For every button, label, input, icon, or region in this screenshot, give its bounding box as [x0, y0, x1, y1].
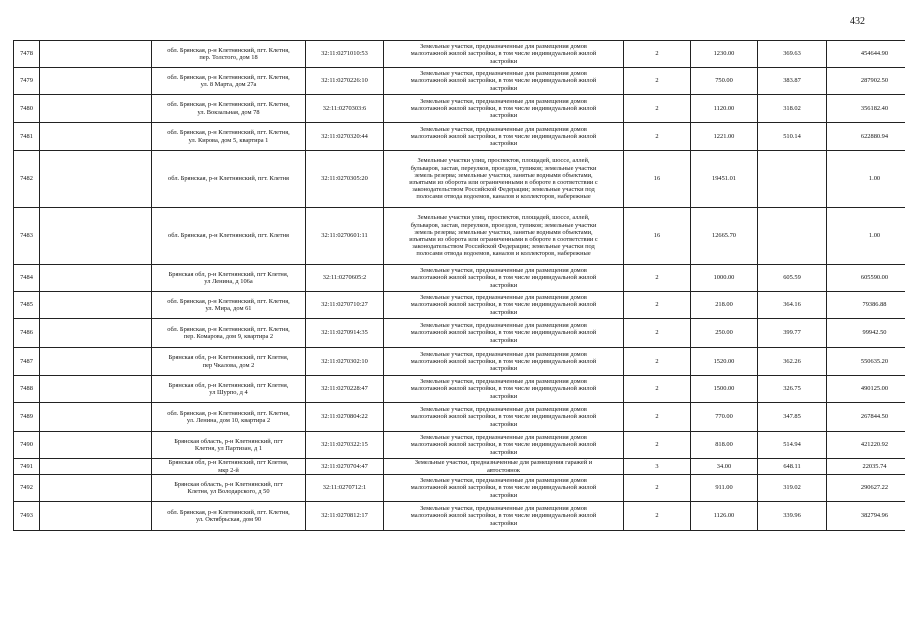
cadastral-value-cell: [827, 403, 905, 432]
address-cell-text: Брянская обл, р-н Клетнянский, пгт Клетня, пер Чкалова, дом 2: [168, 354, 289, 369]
category-code-cell-text: 16: [653, 232, 661, 240]
land-use-cell-text: Земельные участки, предназначенные для размещения домов малоэтажной жилой застройки, в том числе индивидуальной жилой застройки: [410, 43, 597, 65]
cadastral-number-cell-text: 32:11:0270322:15: [321, 441, 368, 449]
specific-value-cell: [758, 95, 827, 123]
category-code-cell: [624, 475, 691, 502]
table-row: [14, 123, 905, 151]
row-gap: [40, 502, 152, 531]
area-cell-text: 750.00: [715, 77, 733, 85]
specific-value-cell-text: 514.94: [783, 441, 801, 449]
category-code-cell-text: 16: [653, 175, 661, 183]
cadastral-number-cell-text: 32:11:0270605:2: [322, 274, 367, 282]
cadastral-value-cell: [827, 265, 905, 292]
cadastral-value-cell-text: 356182.40: [860, 104, 889, 112]
table-row: [14, 68, 905, 95]
address-cell: [152, 265, 306, 292]
row-gap: [40, 319, 152, 348]
specific-value-cell: [758, 151, 827, 208]
category-code-cell: [624, 319, 691, 348]
category-code-cell-text: 2: [655, 50, 659, 58]
area-cell: [691, 403, 758, 432]
row-gap: [40, 292, 152, 319]
cadastral-value-cell: [827, 459, 905, 475]
area-cell-text: 1230.00: [713, 50, 735, 58]
area-cell: [691, 348, 758, 376]
record-number: [14, 123, 40, 151]
record-number: [14, 432, 40, 459]
page-number: 432: [850, 16, 865, 27]
land-use-cell: [384, 95, 624, 123]
address-cell-text: обл. Брянская, р-н Клетнянский, пгт. Клетня, ул. Ленина, дом 10, квартира 2: [167, 409, 290, 424]
category-code-cell: [624, 292, 691, 319]
land-use-cell: [384, 502, 624, 531]
address-cell: [152, 68, 306, 95]
area-cell-text: 1520.00: [713, 357, 735, 365]
land-use-cell: [384, 41, 624, 68]
land-use-cell-text: Земельные участки, предназначенные для размещения домов малоэтажной жилой застройки, в том числе индивидуальной жилой застройки: [410, 505, 597, 527]
area-cell-text: 1500.00: [713, 385, 735, 393]
land-use-cell-text: Земельные участки, предназначенные для размещения домов малоэтажной жилой застройки, в том числе индивидуальной жилой застройки: [410, 125, 597, 148]
address-cell-text: обл. Брянская, р-н Клетнянский, пгт. Клетня: [168, 175, 289, 183]
record-number-text: 7489: [20, 413, 33, 421]
land-use-cell: [384, 123, 624, 151]
category-code-cell: [624, 68, 691, 95]
address-cell-text: Брянская обл, р-н Клетнянский, пгт Клетня, ул Ленина, д 106а: [168, 270, 289, 285]
specific-value-cell-text: 362.26: [783, 357, 801, 365]
area-cell: [691, 265, 758, 292]
cadastral-value-cell: [827, 41, 905, 68]
row-gap: [40, 348, 152, 376]
table-row: [14, 151, 905, 208]
row-gap: [40, 95, 152, 123]
area-cell: [691, 95, 758, 123]
category-code-cell-text: 2: [655, 385, 659, 393]
area-cell: [691, 208, 758, 265]
land-use-cell: [384, 348, 624, 376]
cadastral-number-cell-text: 32:11:0270305:20: [321, 175, 368, 183]
area-cell-text: 1221.00: [713, 132, 735, 140]
address-cell-text: Брянская обл, р-н Клетнянский, пгт Клетня, ул Шурпо, д 4: [168, 381, 289, 396]
specific-value-cell-text: 364.16: [783, 301, 801, 309]
area-cell-text: 218.00: [715, 301, 733, 309]
specific-value-cell: [758, 475, 827, 502]
address-cell: [152, 403, 306, 432]
cadastral-value-cell-text: 382794.96: [860, 512, 889, 520]
category-code-cell: [624, 265, 691, 292]
table-row: [14, 292, 905, 319]
cadastral-value-cell-text: 622880.94: [860, 132, 889, 140]
area-cell: [691, 475, 758, 502]
specific-value-cell-text: 339.96: [783, 512, 801, 520]
category-code-cell-text: 2: [655, 512, 659, 520]
cadastral-value-cell: [827, 151, 905, 208]
specific-value-cell: [758, 292, 827, 319]
land-use-cell: [384, 376, 624, 403]
cadastral-number-cell: [306, 475, 384, 502]
cadastral-value-table: [13, 40, 905, 531]
cadastral-value-cell-text: 287902.50: [860, 77, 889, 85]
record-number-text: 7481: [20, 132, 33, 140]
category-code-cell: [624, 41, 691, 68]
land-use-cell: [384, 151, 624, 208]
record-number: [14, 95, 40, 123]
specific-value-cell: [758, 502, 827, 531]
area-cell: [691, 459, 758, 475]
area-cell-text: 818.00: [715, 441, 733, 449]
area-cell: [691, 292, 758, 319]
table-row: [14, 348, 905, 376]
land-use-cell: [384, 292, 624, 319]
specific-value-cell-text: 347.85: [783, 413, 801, 421]
address-cell-text: обл. Брянская, р-н Клетнянский, пгт. Клетня, ул. Вокзальная, дом 78: [167, 101, 290, 116]
cadastral-value-cell-text: 605590.00: [860, 274, 889, 282]
cadastral-value-cell: [827, 502, 905, 531]
record-number-text: 7484: [20, 274, 33, 282]
table-row: [14, 403, 905, 432]
record-number: [14, 151, 40, 208]
cadastral-number-cell: [306, 41, 384, 68]
record-number-text: 7483: [20, 232, 33, 240]
row-gap: [40, 265, 152, 292]
land-use-cell-text: Земельные участки, предназначенные для размещения домов малоэтажной жилой застройки, в том числе индивидуальной жилой застройки: [410, 350, 597, 373]
land-use-cell: [384, 68, 624, 95]
cadastral-number-cell: [306, 376, 384, 403]
area-cell: [691, 502, 758, 531]
table-row: [14, 41, 905, 68]
row-gap: [40, 403, 152, 432]
address-cell: [152, 475, 306, 502]
category-code-cell-text: 2: [655, 104, 659, 112]
address-cell: [152, 41, 306, 68]
cadastral-number-cell: [306, 151, 384, 208]
record-number: [14, 459, 40, 475]
cadastral-value-cell-text: 267844.50: [860, 413, 889, 421]
row-gap: [40, 123, 152, 151]
record-number: [14, 502, 40, 531]
category-code-cell-text: 2: [655, 413, 659, 421]
specific-value-cell: [758, 41, 827, 68]
record-number: [14, 319, 40, 348]
record-number-text: 7488: [20, 385, 33, 393]
record-number-text: 7491: [20, 462, 33, 470]
cadastral-value-cell: [827, 475, 905, 502]
specific-value-cell: [758, 432, 827, 459]
cadastral-value-cell: [827, 376, 905, 403]
land-use-cell-text: Земельные участки, предназначенные для размещения гаражей и автостоянок: [414, 459, 593, 474]
cadastral-number-cell-text: 32:11:0270320:44: [321, 132, 368, 140]
cadastral-number-cell: [306, 208, 384, 265]
category-code-cell: [624, 502, 691, 531]
cadastral-number-cell-text: 32:11:0270914:35: [321, 329, 368, 337]
table-row: [14, 432, 905, 459]
address-cell-text: обл. Брянская, р-н Клетнянский, пгт. Клетня: [168, 232, 289, 240]
cadastral-number-cell: [306, 265, 384, 292]
cadastral-number-cell: [306, 403, 384, 432]
cadastral-value-cell-text: 99942.50: [862, 329, 887, 337]
cadastral-number-cell: [306, 348, 384, 376]
specific-value-cell-text: 326.75: [783, 385, 801, 393]
specific-value-cell: [758, 376, 827, 403]
record-number-text: 7487: [20, 357, 33, 365]
address-cell: [152, 95, 306, 123]
cadastral-number-cell: [306, 95, 384, 123]
specific-value-cell-text: 605.59: [783, 274, 801, 282]
specific-value-cell-text: 369.63: [783, 50, 801, 58]
area-cell-text: 12665.70: [712, 232, 736, 240]
address-cell: [152, 319, 306, 348]
address-cell: [152, 432, 306, 459]
cadastral-value-cell-text: 1.00: [868, 232, 881, 240]
land-use-cell-text: Земельные участки, предназначенные для размещения домов малоэтажной жилой застройки, в том числе индивидуальной жилой застройки: [410, 378, 597, 400]
category-code-cell: [624, 459, 691, 475]
specific-value-cell: [758, 459, 827, 475]
category-code-cell: [624, 95, 691, 123]
category-code-cell: [624, 432, 691, 459]
cadastral-number-cell-text: 32:11:0270812:17: [321, 512, 368, 520]
specific-value-cell: [758, 208, 827, 265]
record-number-text: 7485: [20, 301, 33, 309]
record-number-text: 7490: [20, 441, 33, 449]
area-cell-text: 1120.00: [713, 104, 735, 112]
row-gap: [40, 41, 152, 68]
land-use-cell: [384, 265, 624, 292]
land-use-cell-text: Земельные участки, предназначенные для размещения домов малоэтажной жилой застройки, в том числе индивидуальной жилой застройки: [410, 477, 597, 499]
cadastral-number-cell-text: 32:11:0270712:1: [322, 484, 367, 492]
address-cell-text: обл. Брянская, р-н Клетнянский, пгт. Клетня, ул. Октябрьская, дом 90: [167, 508, 290, 523]
specific-value-cell: [758, 68, 827, 95]
category-code-cell-text: 2: [655, 484, 659, 492]
address-cell-text: обл. Брянская, р-н Клетнянский, пгт. Клетня, ул. 8 Марта, дом 27а: [167, 73, 290, 88]
cadastral-number-cell: [306, 432, 384, 459]
cadastral-number-cell: [306, 292, 384, 319]
land-use-cell-text: Земельные участки улиц, проспектов, площадей, шоссе, аллей, бульваров, застав, переулков, проездов, тупиков; земельные участки земель резерва; земельные участки, занятые водными объектами, изъятыми из оборота или ограниченными в обороте в соответствии с законодательством Российской Федерации; земельные участки под полосами отвода водоемов, каналов и коллекторов, набережные: [409, 157, 598, 201]
record-number: [14, 348, 40, 376]
specific-value-cell-text: 318.02: [783, 104, 801, 112]
cadastral-value-cell-text: 454644.90: [860, 50, 889, 58]
cadastral-number-cell-text: 32:11:0270228:47: [321, 385, 368, 393]
cadastral-value-cell-text: 22035.74: [862, 462, 887, 470]
cadastral-number-cell-text: 32:11:0270704:47: [321, 462, 368, 470]
land-use-cell-text: Земельные участки, предназначенные для размещения домов малоэтажной жилой застройки, в том числе индивидуальной жилой застройки: [410, 434, 597, 456]
table-row: [14, 319, 905, 348]
record-number: [14, 376, 40, 403]
record-number-text: 7479: [20, 77, 33, 85]
land-use-cell: [384, 319, 624, 348]
cadastral-value-cell-text: 290627.22: [860, 484, 889, 492]
address-cell: [152, 151, 306, 208]
table-body: [14, 41, 905, 531]
area-cell-text: 250.00: [715, 329, 733, 337]
table-row: [14, 459, 905, 475]
address-cell: [152, 348, 306, 376]
record-number-text: 7482: [20, 175, 33, 183]
address-cell-text: обл. Брянская, р-н Клетнянский, пгт. Клетня, пер. Толстого, дом 18: [167, 46, 290, 61]
cadastral-value-cell: [827, 208, 905, 265]
specific-value-cell-text: 383.87: [783, 77, 801, 85]
cadastral-number-cell-text: 32:11:0270710:27: [321, 301, 368, 309]
address-cell-text: Брянская обл, р-н Клетнянский, пгт Клетня, мкр 2-й: [168, 459, 289, 474]
land-use-cell: [384, 403, 624, 432]
area-cell: [691, 68, 758, 95]
category-code-cell: [624, 151, 691, 208]
cadastral-number-cell: [306, 123, 384, 151]
area-cell: [691, 123, 758, 151]
cadastral-number-cell: [306, 319, 384, 348]
record-number: [14, 208, 40, 265]
table-row: [14, 95, 905, 123]
land-use-cell: [384, 475, 624, 502]
cadastral-number-cell-text: 32:11:0271010:53: [321, 50, 368, 58]
cadastral-value-cell-text: 550635.20: [860, 357, 889, 365]
cadastral-value-cell-text: 79386.88: [862, 301, 887, 309]
category-code-cell-text: 2: [655, 441, 659, 449]
category-code-cell: [624, 348, 691, 376]
land-use-cell: [384, 432, 624, 459]
category-code-cell: [624, 123, 691, 151]
specific-value-cell: [758, 265, 827, 292]
record-number: [14, 265, 40, 292]
record-number-text: 7486: [20, 329, 33, 337]
land-use-cell-text: Земельные участки, предназначенные для размещения домов малоэтажной жилой застройки, в том числе индивидуальной жилой застройки: [410, 97, 597, 120]
area-cell: [691, 319, 758, 348]
category-code-cell-text: 3: [655, 462, 659, 470]
land-use-cell-text: Земельные участки, предназначенные для размещения домов малоэтажной жилой застройки, в том числе индивидуальной жилой застройки: [410, 70, 597, 92]
table-row: [14, 376, 905, 403]
specific-value-cell: [758, 319, 827, 348]
land-use-cell: [384, 459, 624, 475]
address-cell: [152, 208, 306, 265]
record-number: [14, 403, 40, 432]
record-number: [14, 475, 40, 502]
record-number-text: 7480: [20, 104, 33, 112]
table-row: [14, 502, 905, 531]
cadastral-number-cell-text: 32:11:0270302:10: [321, 357, 368, 365]
specific-value-cell-text: 399.77: [783, 329, 801, 337]
table-row: [14, 208, 905, 265]
address-cell-text: обл. Брянская, р-н Клетнянский, пгт. Клетня, пер. Комарова, дом 9, квартира 2: [167, 325, 290, 340]
specific-value-cell: [758, 348, 827, 376]
record-number-text: 7478: [20, 50, 33, 58]
area-cell-text: 1126.00: [713, 512, 735, 520]
area-cell: [691, 151, 758, 208]
cadastral-number-cell-text: 32:11:0270303:6: [322, 104, 367, 112]
cadastral-number-cell: [306, 459, 384, 475]
cadastral-value-cell-text: 490125.00: [860, 385, 889, 393]
cadastral-value-cell: [827, 68, 905, 95]
record-number: [14, 292, 40, 319]
category-code-cell-text: 2: [655, 274, 659, 282]
address-cell-text: Брянская область, р-н Клетнянский, пгт Клетня, ул Партизан, д 1: [174, 437, 283, 452]
category-code-cell: [624, 208, 691, 265]
cadastral-number-cell: [306, 68, 384, 95]
category-code-cell-text: 2: [655, 77, 659, 85]
category-code-cell-text: 2: [655, 357, 659, 365]
land-use-cell-text: Земельные участки, предназначенные для размещения домов малоэтажной жилой застройки, в том числе индивидуальной жилой застройки: [410, 294, 597, 316]
specific-value-cell: [758, 403, 827, 432]
area-cell: [691, 376, 758, 403]
area-cell-text: 34.00: [716, 462, 732, 470]
cadastral-value-cell: [827, 432, 905, 459]
record-number-text: 7492: [20, 484, 33, 492]
specific-value-cell-text: 510.14: [783, 132, 801, 140]
land-use-cell-text: Земельные участки, предназначенные для размещения домов малоэтажной жилой застройки, в том числе индивидуальной жилой застройки: [410, 406, 597, 428]
category-code-cell-text: 2: [655, 301, 659, 309]
record-number: [14, 41, 40, 68]
cadastral-value-cell: [827, 292, 905, 319]
address-cell-text: обл. Брянская, р-н Клетнянский, пгт. Клетня, ул. Кирова, дом 5, квартира 1: [167, 129, 290, 144]
category-code-cell-text: 2: [655, 329, 659, 337]
cadastral-value-cell-text: 1.00: [868, 175, 881, 183]
row-gap: [40, 432, 152, 459]
category-code-cell-text: 2: [655, 132, 659, 140]
address-cell: [152, 502, 306, 531]
cadastral-value-cell-text: 421220.92: [860, 441, 889, 449]
address-cell: [152, 459, 306, 475]
cadastral-number-cell-text: 32:11:0270804:22: [321, 413, 368, 421]
row-gap: [40, 459, 152, 475]
table-row: [14, 475, 905, 502]
row-gap: [40, 475, 152, 502]
record-number: [14, 68, 40, 95]
cadastral-value-cell: [827, 95, 905, 123]
cadastral-number-cell: [306, 502, 384, 531]
area-cell-text: 911.00: [715, 484, 733, 492]
address-cell: [152, 376, 306, 403]
row-gap: [40, 151, 152, 208]
specific-value-cell-text: 319.02: [783, 484, 801, 492]
land-use-cell-text: Земельные участки, предназначенные для размещения домов малоэтажной жилой застройки, в том числе индивидуальной жилой застройки: [410, 322, 597, 344]
cadastral-number-cell-text: 32:11:0270226:10: [321, 77, 368, 85]
area-cell-text: 19451.01: [712, 175, 736, 183]
cadastral-value-cell: [827, 348, 905, 376]
specific-value-cell-text: 648.11: [783, 462, 801, 470]
row-gap: [40, 376, 152, 403]
area-cell-text: 770.00: [715, 413, 733, 421]
address-cell: [152, 123, 306, 151]
land-use-cell: [384, 208, 624, 265]
record-number-text: 7493: [20, 512, 33, 520]
row-gap: [40, 208, 152, 265]
land-use-cell-text: Земельные участки, предназначенные для размещения домов малоэтажной жилой застройки, в том числе индивидуальной жилой застройки: [410, 267, 597, 289]
row-gap: [40, 68, 152, 95]
cadastral-value-cell: [827, 319, 905, 348]
category-code-cell: [624, 376, 691, 403]
address-cell-text: обл. Брянская, р-н Клетнянский, пгт. Клетня, ул. Мира, дом 61: [167, 297, 290, 312]
area-cell: [691, 432, 758, 459]
address-cell: [152, 292, 306, 319]
category-code-cell: [624, 403, 691, 432]
address-cell-text: Брянская область, р-н Клетнянский, пгт Клетня, ул Володарского, д 50: [174, 480, 283, 495]
area-cell-text: 1000.00: [713, 274, 735, 282]
table-row: [14, 265, 905, 292]
land-use-cell-text: Земельные участки улиц, проспектов, площадей, шоссе, аллей, бульваров, застав, переулков, проездов, тупиков; земельные участки земель резерва; земельные участки, занятые водными объектами, изъятыми из оборота или ограниченными в обороте в соответствии с законодательством Российской Федерации; земельные участки под полосами отвода водоемов, каналов и коллекторов, набережные: [409, 214, 598, 258]
cadastral-number-cell-text: 32:11:0270601:11: [321, 232, 368, 240]
area-cell: [691, 41, 758, 68]
cadastral-value-cell: [827, 123, 905, 151]
specific-value-cell: [758, 123, 827, 151]
